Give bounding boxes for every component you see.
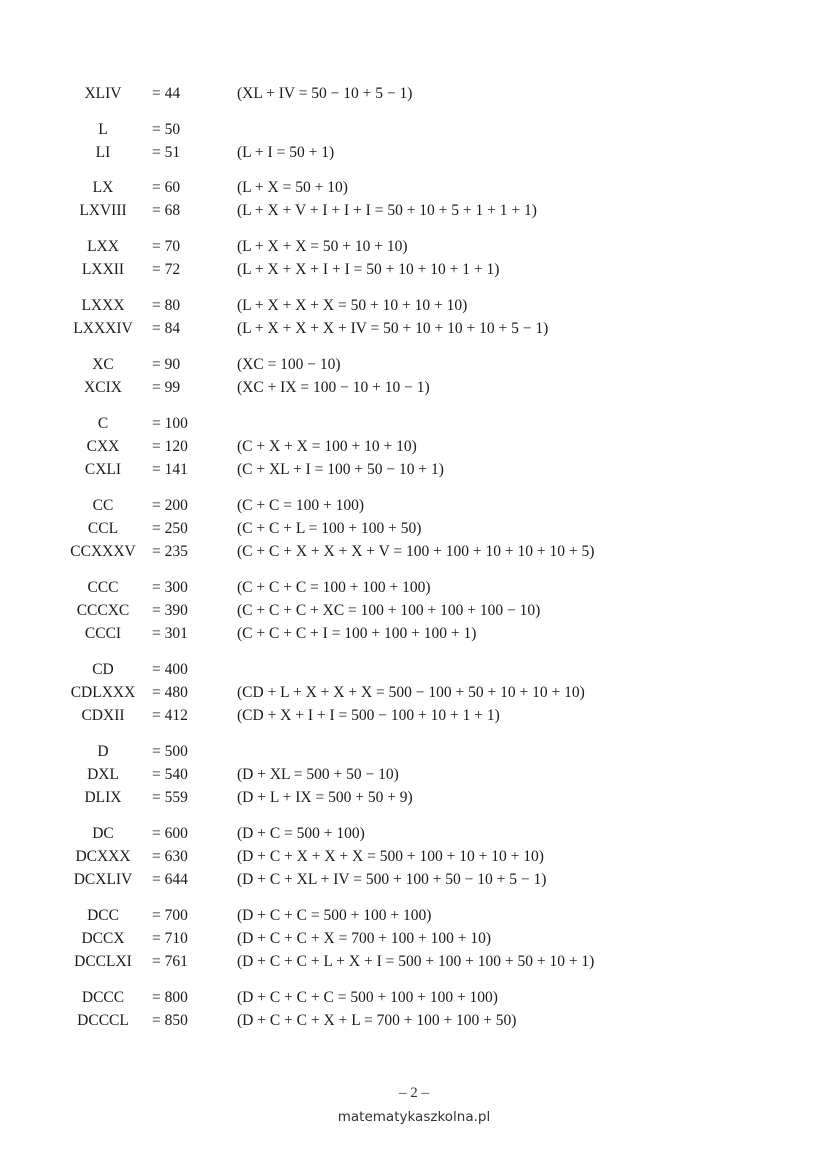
- table-row: [0, 742, 828, 762]
- decomposition: (D + C + C + C = 500 + 100 + 100 + 100): [237, 989, 498, 1006]
- table-row: [0, 578, 828, 598]
- table-row: [0, 355, 828, 375]
- arabic-value: = 200: [152, 497, 188, 514]
- decomposition: (C + C + C = 100 + 100 + 100): [237, 579, 431, 596]
- decomposition: (L + X + X + X + IV = 50 + 10 + 10 + 10 + 5 − 1): [237, 320, 549, 337]
- table-row: [0, 84, 828, 104]
- decomposition: (XC = 100 − 10): [237, 356, 341, 373]
- table-row: [0, 496, 828, 516]
- table-row: [0, 178, 828, 198]
- arabic-value: = 250: [152, 520, 188, 537]
- decomposition: (C + X + X = 100 + 10 + 10): [237, 438, 417, 455]
- table-row: [0, 120, 828, 140]
- decomposition: (C + C = 100 + 100): [237, 497, 364, 514]
- arabic-value: = 50: [152, 121, 181, 138]
- table-row: [0, 683, 828, 703]
- roman-numeral: CCXXXV: [70, 543, 136, 560]
- decomposition: (XL + IV = 50 − 10 + 5 − 1): [237, 85, 413, 102]
- decomposition: (D + L + IX = 500 + 50 + 9): [237, 789, 413, 806]
- table-row: [0, 296, 828, 316]
- roman-numeral: CC: [92, 497, 114, 514]
- roman-numeral: LXXII: [81, 261, 125, 278]
- roman-numeral: DXL: [87, 766, 119, 783]
- arabic-value: = 120: [152, 438, 188, 455]
- decomposition: (L + I = 50 + 1): [237, 144, 335, 161]
- table-row: [0, 542, 828, 562]
- roman-numeral: CXX: [86, 438, 120, 455]
- roman-numeral: DLIX: [84, 789, 122, 806]
- arabic-value: = 301: [152, 625, 188, 642]
- table-row: [0, 1011, 828, 1031]
- roman-numeral: L: [98, 121, 108, 138]
- table-row: [0, 706, 828, 726]
- arabic-value: = 412: [152, 707, 188, 724]
- arabic-value: = 850: [152, 1012, 188, 1029]
- roman-numeral: CXLI: [84, 461, 122, 478]
- decomposition: (L + X + V + I + I + I = 50 + 10 + 5 + 1 + 1 + 1): [237, 202, 537, 219]
- arabic-value: = 70: [152, 238, 181, 255]
- table-row: [0, 929, 828, 949]
- decomposition: (C + XL + I = 100 + 50 − 10 + 1): [237, 461, 444, 478]
- arabic-value: = 559: [152, 789, 188, 806]
- roman-numeral: DC: [92, 825, 114, 842]
- arabic-value: = 600: [152, 825, 188, 842]
- page-number: – 2 –: [399, 1085, 429, 1101]
- roman-numeral: XLIV: [84, 85, 122, 102]
- roman-numeral: DCXLIV: [73, 871, 133, 888]
- table-row: [0, 824, 828, 844]
- roman-numeral: CCL: [87, 520, 119, 537]
- table-row: [0, 143, 828, 163]
- arabic-value: = 710: [152, 930, 188, 947]
- decomposition: (L + X = 50 + 10): [237, 179, 348, 196]
- roman-numeral: CDXII: [81, 707, 125, 724]
- decomposition: (D + XL = 500 + 50 − 10): [237, 766, 399, 783]
- roman-numeral: DCC: [87, 907, 119, 924]
- arabic-value: = 644: [152, 871, 188, 888]
- roman-numeral: CCCXC: [76, 602, 130, 619]
- arabic-value: = 51: [152, 144, 181, 161]
- decomposition: (L + X + X = 50 + 10 + 10): [237, 238, 408, 255]
- arabic-value: = 100: [152, 415, 188, 432]
- decomposition: (D + C + XL + IV = 500 + 100 + 50 − 10 + 5 − 1): [237, 871, 547, 888]
- arabic-value: = 235: [152, 543, 188, 560]
- table-row: [0, 437, 828, 457]
- arabic-value: = 72: [152, 261, 181, 278]
- roman-numeral: CD: [92, 661, 114, 678]
- roman-numeral: CDLXXX: [70, 684, 136, 701]
- arabic-value: = 800: [152, 989, 188, 1006]
- arabic-value: = 300: [152, 579, 188, 596]
- table-row: [0, 519, 828, 539]
- table-row: [0, 906, 828, 926]
- decomposition: (D + C + C + L + X + I = 500 + 100 + 100 + 50 + 10 + 1): [237, 953, 595, 970]
- arabic-value: = 44: [152, 85, 181, 102]
- arabic-value: = 90: [152, 356, 181, 373]
- decomposition: (D + C + C + X = 700 + 100 + 100 + 10): [237, 930, 492, 947]
- decomposition: (C + C + L = 100 + 100 + 50): [237, 520, 422, 537]
- table-row: [0, 460, 828, 480]
- arabic-value: = 500: [152, 743, 188, 760]
- decomposition: (L + X + X + X = 50 + 10 + 10 + 10): [237, 297, 468, 314]
- arabic-value: = 99: [152, 379, 181, 396]
- roman-numeral: CCCI: [84, 625, 122, 642]
- roman-numeral: XC: [92, 356, 114, 373]
- arabic-value: = 68: [152, 202, 181, 219]
- roman-numeral: DCCX: [81, 930, 125, 947]
- table-row: [0, 260, 828, 280]
- decomposition: (CD + L + X + X + X = 500 − 100 + 50 + 10 + 10 + 10): [237, 684, 585, 701]
- roman-numeral: DCCLXI: [74, 953, 132, 970]
- roman-numeral: LXXXIV: [73, 320, 133, 337]
- decomposition: (D + C + C + X + L = 700 + 100 + 100 + 50): [237, 1012, 517, 1029]
- decomposition: (C + C + C + I = 100 + 100 + 100 + 1): [237, 625, 477, 642]
- roman-numeral: CCC: [87, 579, 119, 596]
- table-row: [0, 319, 828, 339]
- decomposition: (C + C + X + X + X + V = 100 + 100 + 10 + 10 + 10 + 5): [237, 543, 595, 560]
- arabic-value: = 480: [152, 684, 188, 701]
- roman-numeral: D: [97, 743, 109, 760]
- arabic-value: = 84: [152, 320, 181, 337]
- table-row: [0, 765, 828, 785]
- roman-numeral: LX: [92, 179, 114, 196]
- decomposition: (D + C + X + X + X = 500 + 100 + 10 + 10 + 10): [237, 848, 544, 865]
- arabic-value: = 400: [152, 661, 188, 678]
- table-row: [0, 870, 828, 890]
- roman-numeral: LXVIII: [79, 202, 127, 219]
- footer-site-name: matematykaszkolna.pl: [337, 1109, 491, 1125]
- table-row: [0, 847, 828, 867]
- table-row: [0, 601, 828, 621]
- arabic-value: = 80: [152, 297, 181, 314]
- roman-numeral: XCIX: [84, 379, 122, 396]
- table-row: [0, 660, 828, 680]
- table-row: [0, 624, 828, 644]
- roman-numeral: DCCCL: [77, 1012, 129, 1029]
- arabic-value: = 700: [152, 907, 188, 924]
- arabic-value: = 630: [152, 848, 188, 865]
- table-row: [0, 378, 828, 398]
- decomposition: (L + X + X + I + I = 50 + 10 + 10 + 1 + 1): [237, 261, 500, 278]
- table-row: [0, 788, 828, 808]
- roman-numeral: LXXX: [81, 297, 125, 314]
- roman-numeral: LI: [95, 144, 111, 161]
- decomposition: (D + C = 500 + 100): [237, 825, 365, 842]
- arabic-value: = 60: [152, 179, 181, 196]
- arabic-value: = 761: [152, 953, 188, 970]
- arabic-value: = 141: [152, 461, 188, 478]
- table-row: [0, 414, 828, 434]
- decomposition: (C + C + C + XC = 100 + 100 + 100 + 100 − 10): [237, 602, 541, 619]
- roman-numeral: DCXXX: [75, 848, 131, 865]
- table-row: [0, 988, 828, 1008]
- table-row: [0, 952, 828, 972]
- roman-numeral: C: [97, 415, 109, 432]
- roman-numeral: DCCC: [81, 989, 125, 1006]
- table-row: [0, 237, 828, 257]
- arabic-value: = 540: [152, 766, 188, 783]
- table-row: [0, 201, 828, 221]
- decomposition: (CD + X + I + I = 500 − 100 + 10 + 1 + 1): [237, 707, 500, 724]
- decomposition: (XC + IX = 100 − 10 + 10 − 1): [237, 379, 430, 396]
- decomposition: (D + C + C = 500 + 100 + 100): [237, 907, 432, 924]
- roman-numeral: LXX: [87, 238, 119, 255]
- arabic-value: = 390: [152, 602, 188, 619]
